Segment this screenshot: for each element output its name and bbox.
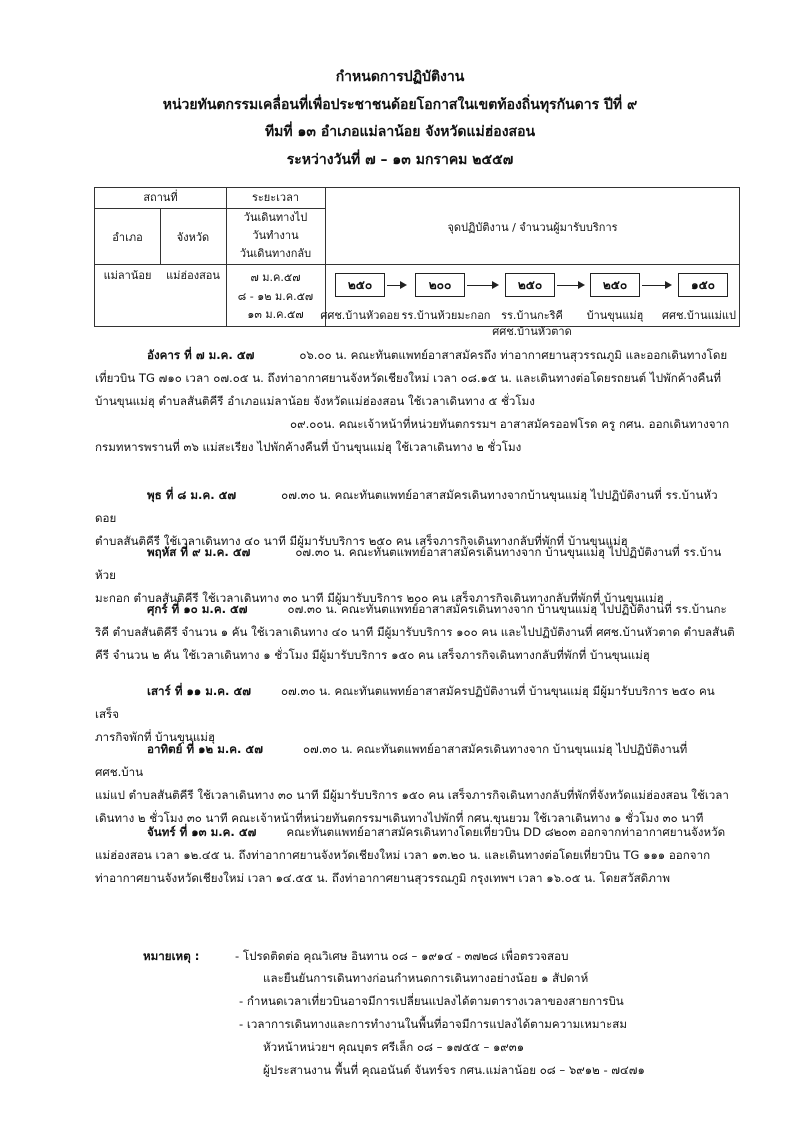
header-time-back: วันเดินทางกลับ (239, 247, 312, 260)
day-text: ๐๗.๓๐ น. คณะทันตแพทย์อาสาสมัครเดินทางจากบ้านขุนแม่ฮุ ไปปฏิบัติงานที่ รร.บ้านหัวดอย (95, 488, 718, 525)
notes-label: หมายเหตุ : (143, 949, 200, 963)
note-item: ผู้ประสานงาน พื้นที่ คุณอนันต์ จันทร์จร กศน.แม่ลาน้อย ๐๘ – ๖๙๑๒ - ๗๔๗๑ (263, 1063, 645, 1077)
note-item: - กำหนดเวลาเที่ยวบินอาจมีการเปลี่ยนแปลงได้ตามตารางเวลาของสายการบิน (239, 994, 624, 1008)
day-text: ๐๗.๓๐ น. คณะทันตแพทย์อาสาสมัครเดินทางจาก บ้านขุนแม่ฮุ ไปปฏิบัติงานที่ ศศช.บ้าน (95, 742, 688, 779)
day-text: มะกอก ตำบลสันติคีรี ใช้เวลาเดินทาง ๓๐ นาที มีผู้มารับบริการ ๒๐๐ คน เสร็จภารกิจเดินทางกลับที่พักที่ บ้านขุนแม่ฮุ (95, 591, 664, 605)
note-item: และยืนยันการเดินทางก่อนกำหนดการเดินทางอย่างน้อย ๑ สัปดาห์ (263, 971, 589, 985)
day-entry (95, 738, 737, 830)
day-text: คณะทันตแพทย์อาสาสมัครเดินทางโดยเที่ยวบิน DD ๘๒๐๓ ออกจากท่าอากาศยานจังหวัด (286, 825, 726, 839)
arrow-right-icon (557, 285, 583, 286)
district-value: แม่ลาน้อย (103, 269, 152, 282)
day-heading: เสาร์ ที่ ๑๑ ม.ค. ๕๗ (147, 684, 251, 698)
day-text: ๐๗.๓๐ น. คณะทันตแพทย์อาสาสมัครเดินทางจาก บ้านขุนแม่ฮุ ไปปฏิบัติงานที่ รร.บ้านกะ (287, 602, 727, 616)
route-count-box: ๑๕๐ (678, 273, 728, 297)
route-label: ศศช.บ้านหัวตาด (492, 325, 572, 338)
header-time: ระยะเวลา (251, 191, 300, 204)
day-text: ๐๗.๓๐ น. คณะทันตแพทย์อาสาสมัครปฏิบัติงานที่ บ้านขุนแม่ฮุ มีผู้มารับบริการ ๒๕๐ คน เสร็จ (95, 684, 715, 721)
note-item: - โปรดติดต่อ คุณวิเศษ อินทาน ๐๘ – ๑๙๑๔ - ๓๗๒๘ เพื่อตรวจสอบ (235, 949, 569, 963)
route-count-box: ๒๕๐ (590, 273, 640, 297)
header-province: จังหวัด (176, 231, 210, 244)
day-text: ท่าอากาศยานจังหวัดเชียงใหม่ เวลา ๑๔.๕๕ น. ถึงท่าอากาศยานสุวรรณภูมิ กรุงเทพฯ เวลา ๑๖.๐๕ น. โดยสวัสดิภาพ (95, 871, 671, 885)
day-text: บ้านขุนแม่ฮุ ตำบลสันติคีรี อำเภอแม่ลาน้อย จังหวัดแม่ฮ่องสอน ใช้เวลาเดินทาง ๕ ชั่วโมง (95, 394, 535, 408)
route-label: บ้านขุนแม่ฮุ (586, 309, 644, 322)
province-value: แม่ฮ่องสอน (166, 269, 220, 282)
route-label: ศศช.บ้านหัวดอย (320, 309, 400, 322)
date-go-value: ๗ ม.ค.๕๗ (250, 271, 301, 284)
route-count-box: ๒๐๐ (415, 273, 465, 297)
header-service-points: จุดปฏิบัติงาน / จำนวนผู้มารับบริการ (447, 221, 618, 234)
doc-title: กำหนดการปฏิบัติงาน (335, 69, 465, 85)
date-range: ระหว่างวันที่ ๗ – ๑๓ มกราคม ๒๕๕๗ (286, 152, 514, 168)
arrow-right-icon (467, 285, 497, 286)
day-heading: พฤหัส ที่ ๙ ม.ค. ๕๗ (147, 545, 251, 559)
day-text: ภารกิจพักที่ บ้านขุนแม่ฮุ (95, 730, 216, 744)
route-count-box: ๒๕๐ (335, 273, 385, 297)
route-label: รร.บ้านกะริคี (501, 309, 563, 322)
doc-subtitle: หน่วยทันตกรรมเคลื่อนที่เพื่อประชาชนด้อยโอกาสในเขตท้องถิ่นทุรกันดาร ปีที่ ๙ (162, 97, 638, 113)
route-count-box: ๒๕๐ (505, 273, 555, 297)
date-work-value: ๘ - ๑๒ ม.ค.๕๗ (237, 290, 314, 303)
day-entry (95, 821, 737, 890)
day-text: ๐๗.๓๐ น. คณะทันตแพทย์อาสาสมัครเดินทางจาก บ้านขุนแม่ฮุ ไปปฏิบัติงานที่ รร.บ้านห้วย (95, 545, 722, 582)
arrow-right-icon (642, 285, 670, 286)
day-text: ๐๙.๐๐น. คณะเจ้าหน้าที่หน่วยทันตกรรมฯ อาสาสมัครออฟโรด ครู กศน. ออกเดินทางจาก (290, 417, 730, 431)
day-heading: อังคาร ที่ ๗ ม.ค. ๕๗ (147, 348, 255, 362)
note-item: - เวลาการเดินทางและการทำงานในพื้นที่อาจมีการแปลงได้ตามความเหมาะสม (239, 1017, 627, 1031)
day-text: แม่แป ตำบลสันติคีรี ใช้เวลาเดินทาง ๓๐ นาที มีผู้มารับบริการ ๑๕๐ คน เสร็จภารกิจเดินทางกลับที่พักที่จังหวัดแม่ฮ่องสอน ใช้เวลา (95, 788, 729, 802)
arrow-right-icon (387, 285, 405, 286)
day-text: กรมทหารพรานที่ ๓๖ แม่สะเรียง ไปพักค้างคืนที่ บ้านขุนแม่ฮุ ใช้เวลาเดินทาง ๒ ชั่วโมง (95, 440, 522, 454)
day-entry (95, 598, 737, 667)
day-text: ตำบลสันติคีรี ใช้เวลาเดินทาง ๔๐ นาที มีผู้มารับบริการ ๒๕๐ คน เสร็จภารกิจเดินทางกลับที่พักที่ บ้านขุนแม่ฮุ (95, 534, 628, 548)
day-heading: จันทร์ ที่ ๑๓ ม.ค. ๕๗ (147, 825, 257, 839)
day-text: ริคี ตำบลสันติคีรี จำนวน ๑ คัน ใช้เวลาเดินทาง ๔๐ นาที มีผู้มารับบริการ ๑๐๐ คน และไปปฏิบัติงานที่ ศศช.บ้านหัวตาด ตำบลสันติ (95, 625, 735, 639)
header-place: สถานที่ (143, 191, 178, 204)
day-text: เที่ยวบิน TG ๗๑๐ เวลา ๐๗.๐๕ น. ถึงท่าอากาศยานจังหวัดเชียงใหม่ เวลา ๐๘.๑๕ น. และเดินทางต่อโดยรถยนต์ ไปพักค้างคืนที่ (95, 371, 721, 385)
schedule-table (94, 187, 740, 338)
day-text: ๐๖.๐๐ น. คณะทันตแพทย์อาสาสมัครถึง ท่าอากาศยานสุวรรณภูมิ และออกเดินทางโดย (299, 348, 728, 362)
day-text: แม่ฮ่องสอน เวลา ๑๒.๔๕ น. ถึงท่าอากาศยานจังหวัดเชียงใหม่ เวลา ๑๓.๒๐ น. และเดินทางต่อโดยเที่ยวบิน TG ๑๑๑ ออกจาก (95, 848, 711, 862)
team-line: ทีมที่ ๑๓ อำเภอแม่ลาน้อย จังหวัดแม่ฮ่องสอน (264, 124, 536, 140)
header-district: อำเภอ (112, 231, 143, 244)
day-entry (95, 344, 737, 459)
header-time-work: วันทำงาน (252, 229, 299, 242)
note-item: หัวหน้าหน่วยฯ คุณบุตร ศรีเล็ก ๐๘ – ๑๗๕๕ – ๑๙๓๑ (263, 1040, 525, 1054)
day-heading: อาทิตย์ ที่ ๑๒ ม.ค. ๕๗ (147, 742, 263, 756)
route-label: ศศช.บ้านแม่แป (661, 309, 737, 322)
route-label: รร.บ้านห้วยมะกอก (401, 309, 491, 322)
header-time-go: วันเดินทางไป (243, 211, 308, 224)
day-text: คีรี จำนวน ๒ คัน ใช้เวลาเดินทาง ๑ ชั่วโมง มีผู้มารับบริการ ๑๕๐ คน เสร็จภารกิจเดินทางกลับที่พักที่ บ้านขุนแม่ฮุ (95, 648, 650, 662)
date-back-value: ๑๓ ม.ค.๕๗ (247, 308, 304, 321)
day-heading: ศุกร์ ที่ ๑๐ ม.ค. ๕๗ (147, 602, 248, 616)
day-text: เดินทาง ๒ ชั่วโมง ๓๐ นาที คณะเจ้าหน้าที่หน่วยทันตกรรมฯเดินทางไปพักที่ กศน.ขุนยวม ใช้เวลาเดินทาง ๑ ชั่วโมง ๓๐ นาที (95, 811, 704, 825)
day-heading: พุธ ที่ ๘ ม.ค. ๕๗ (147, 488, 237, 502)
